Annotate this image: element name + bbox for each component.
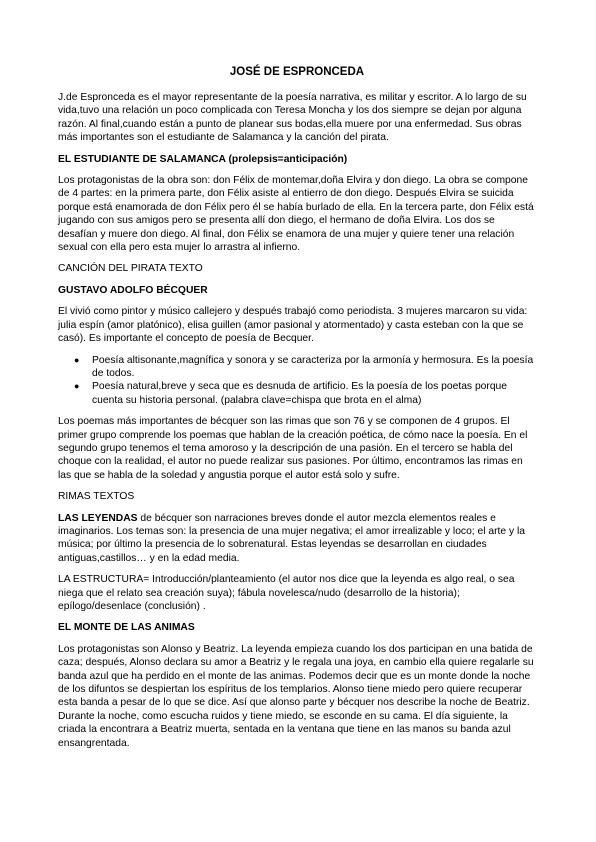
becquer-paragraph: El vivió como pintor y músico callejero y después trabajó como periodista. 3 mujeres marcaron su vida: julia espín (amor platónico), elisa guillen (amor pasional y atormentado) y casta esteban con la que se casó). Es importante el concepto de poesía de Becquer.: [58, 306, 528, 345]
note-rimas: RIMAS TEXTOS: [58, 491, 135, 503]
list-item-text: Poesía altisonante,magnífica y sonora y se caracteriza por la armonía y hermosura. Es la poesía de todos.: [92, 354, 534, 379]
section-heading-monte: EL MONTE DE LAS ANIMAS: [58, 622, 195, 634]
bullet-icon: ●: [74, 354, 80, 365]
note-pirata: CANCIÓN DEL PIRATA TEXTO: [58, 263, 203, 275]
bullet-icon: ●: [74, 381, 80, 392]
leyendas-body: de bécquer son narraciones breves donde el autor mezcla elementos reales e imaginarios. Los temas son: la presencia de una mujer negativa; el amor irrealizable y loco; el arte y la música; por último la presencia de lo sobrenatural. Estas leyendas se desarrollan en ciudades antiguas,castillos… y en la edad media.: [58, 512, 526, 564]
estudiante-paragraph: Los protagonistas de la obra son: don Félix de montemar,doña Elvira y don diego. La obra se compone de 4 partes: en la primera parte, don Félix asiste al entierro de don diego. Después Elvira se suicida porque está enamorada de don Félix pero él se había burlado de ella. En la tercera parte, don Félix está jugando con sus amigos pero se presenta allí don diego, el hermano de doña Elvira. Los dos se desafían y muere don diego. Al final, don Félix se enamora de una mujer y quiere tener una relación sexual con ella pero esta mujer lo arrastra al infierno.: [58, 175, 534, 254]
list-item: [74, 380, 536, 407]
section-heading-estudiante: EL ESTUDIANTE DE SALAMANCA (prolepsis=anticipación): [58, 153, 348, 165]
rimas-paragraph: Los poemas más importantes de bécquer son las rimas que son 76 y se componen de 4 grupos. El primer grupo comprende los poemas que hablan de la creación poética, de cómo nace la poesía. En el segundo grupo tenemos el tema amoroso y la descripción de una pasión. En el tercero se habla del choque con la realidad, el autor no puede realizar sus pasiones. Por último, encontramos las rimas en las que se habla de la soledad y angustia porque el autor está solo y sufre.: [58, 416, 528, 481]
section-heading-becquer: GUSTAVO ADOLFO BÉCQUER: [58, 284, 208, 296]
monte-paragraph: Los protagonistas son Alonso y Beatriz. La leyenda empieza cuando los dos participan en una batida de caza; después, Alonso declara su amor a Beatriz y le regala una joya, en cambio ella quiere regalarle su banda azul que ha perdido en el monte de las animas. Podemos decir que es un monte donde la noche de los difuntos se despiertan los espíritus de los templarios. Alonso tiene miedo pero quiere recuperar esta banda a pesar de lo que se dice. Así que alonso parte y bécquer nos describe la noche de Beatriz. Durante la noche, como escucha ruidos y tiene miedo, se esconde en su cama. El día siguiente, la criada la encontrara a Beatriz muerta, sentada en la ventana que tiene en las manos su banda azul ensangrentada.: [58, 643, 534, 749]
page-title: JOSÉ DE ESPRONCEDA: [229, 66, 365, 78]
leyendas-lead: LAS LEYENDAS: [58, 512, 138, 524]
estructura-paragraph: LA ESTRUCTURA= Introducción/planteamiento (el autor nos dice que la leyenda es algo real, o sea niega que el relato sea creación suya); fábula novelesca/nudo (desarrollo de la historia); epílogo/desenlace (conclusión) .: [58, 574, 515, 612]
poesia-list: [58, 354, 536, 408]
list-item-text: Poesía natural,breve y seca que es desnuda de artificio. Es la poesía de los poetas porque cuenta su historia personal. (palabra clave=chispa que brota en el alma): [92, 381, 508, 406]
leyendas-paragraph: [58, 512, 536, 566]
list-item: [74, 354, 536, 381]
intro-paragraph: J.de Espronceda es el mayor representante de la poesía narrativa, es militar y escritor. A lo largo de su vida,tuvo una relación un poco complicada con Teresa Moncha y los dos siempre se dejan por alguna razón. Al final,cuando están a punto de planear sus bodas,ella muere por una enfermedad. Sus obras más importantes son el estudiante de Salamanca y la canción del pirata.: [58, 92, 527, 144]
